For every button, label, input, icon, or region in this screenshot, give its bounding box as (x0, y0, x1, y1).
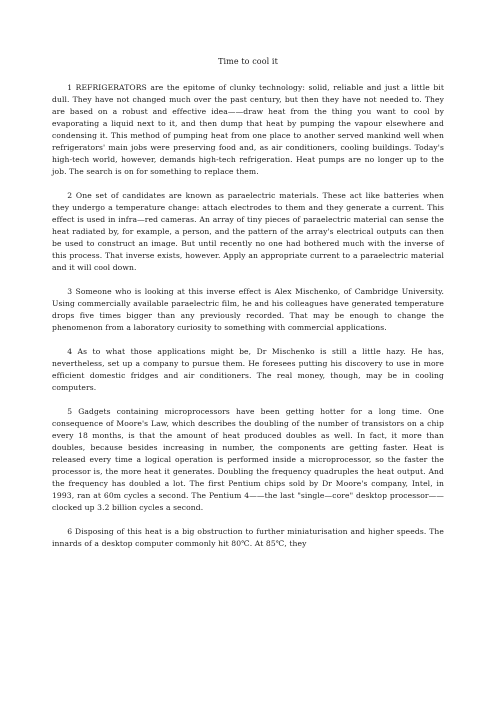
paragraph-1: 1 REFRIGERATORS are the epitome of clunky technology: solid, reliable and just a little bit dull. They have not changed much over the past century, but then they have not needed to. They are based on a robust and effective idea——draw heat from the thing you want to cool by evaporating a liquid next to it, and then dump that heat by pumping the vapour elsewhere and condensing it. This method of pumping heat from one place to another served mankind well when refrigerators' main jobs were preserving food and, as air conditioners, cooling buildings. Today's high-tech world, however, demands high-tech refrigeration. Heat pumps are no longer up to the job. The search is on for something to replace them. (52, 83, 444, 176)
paragraph-5: 5 Gadgets containing microprocessors have been getting hotter for a long time. One consequence of Moore's Law, which describes the doubling of the number of transistors on a chip every 18 months, is that the amount of heat produced doubles as well. In fact, it more than doubles, because besides increasing in number, the components are getting faster. Heat is released every time a logical operation is performed inside a microprocessor, so the faster the processor is, the more heat it generates. Doubling the frequency quadruples the heat output. And the frequency has doubled a lot. The first Pentium chips sold by Dr Moore's company, Intel, in 1993, ran at 60m cycles a second. The Pentium 4——the last "single—core" desktop processor——clocked up 3.2 billion cycles a second. (52, 407, 444, 512)
paragraph-2: 2 One set of candidates are known as paraelectric materials. These act like batteries when they undergo a temperature change: attach electrodes to them and they generate a current. This effect is used in infra—red cameras. An array of tiny pieces of paraelectric material can sense the heat radiated by, for example, a person, and the pattern of the array's electrical outputs can then be used to construct an image. But until recently no one had bothered much with the inverse of this process. That inverse exists, however. Apply an appropriate current to a paraelectric material and it will cool down. (52, 191, 444, 272)
document-title: Time to cool it (218, 57, 278, 66)
paragraph-3: 3 Someone who is looking at this inverse effect is Alex Mischenko, of Cambridge University. Using commercially available paraelectric film, he and his colleagues have generated temperature drops five times bigger than any previously recorded. That may be enough to change the phenomenon from a laboratory curiosity to something with commercial applications. (52, 287, 444, 332)
paragraph-6: 6 Disposing of this heat is a big obstruction to further miniaturisation and higher speeds. The innards of a desktop computer commonly hit 80℃. At 85℃, they (52, 527, 444, 548)
paragraph-4: 4 As to what those applications might be, Dr Mischenko is still a little hazy. He has, nevertheless, set up a company to pursue them. He foresees putting his discovery to use in more efficient domestic fridges and air conditioners. The real money, though, may be in cooling computers. (52, 347, 444, 392)
